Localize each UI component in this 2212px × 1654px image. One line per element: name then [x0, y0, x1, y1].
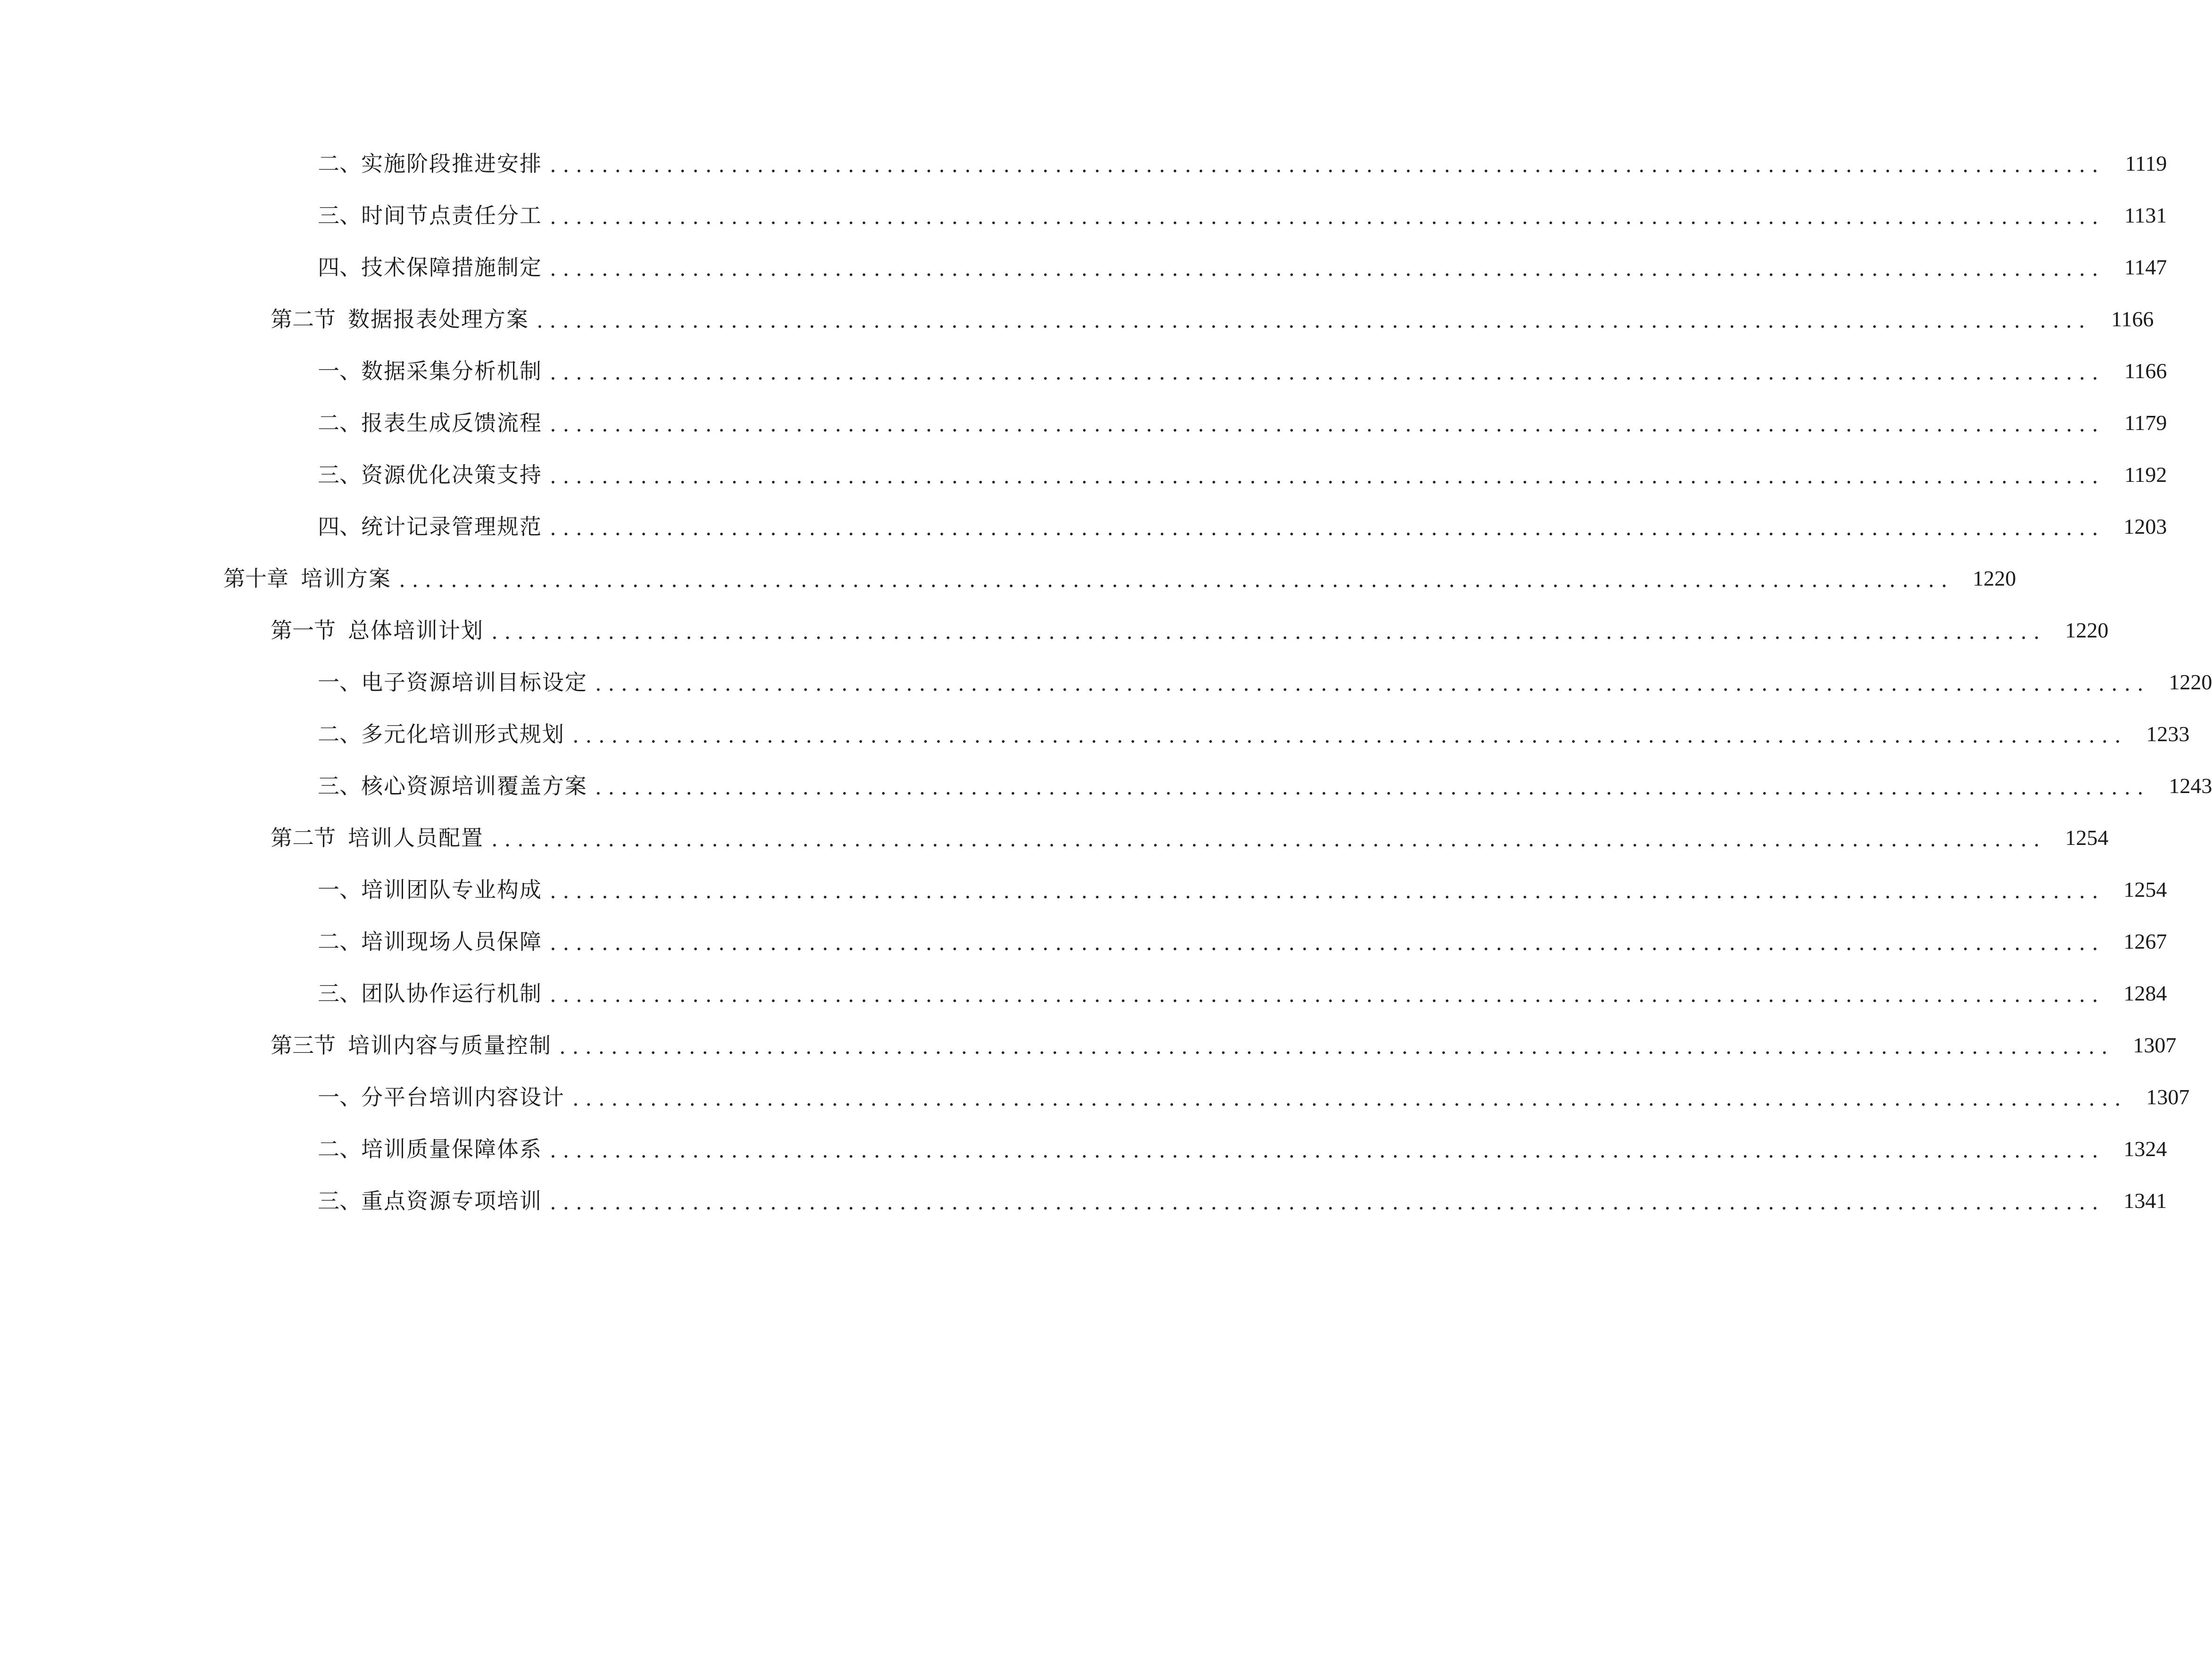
toc-entry-title: 培训现场人员保障	[361, 929, 542, 954]
dot-leader: ........................................................................................................................	[491, 827, 2047, 852]
toc-entry[interactable]	[0, 345, 2167, 397]
toc-entry-page: 1166	[2124, 359, 2167, 383]
toc-entry-number: 三、	[318, 203, 361, 228]
toc-entry[interactable]	[0, 916, 2167, 968]
toc-entry[interactable]	[0, 968, 2167, 1019]
toc-entry-title: 培训方案	[301, 566, 391, 591]
toc-entry-number: 三、	[318, 462, 361, 488]
toc-entry-number: 二、	[318, 929, 361, 954]
dot-leader: ........................................................................................................................	[550, 464, 2105, 488]
toc-entry-title: 总体培训计划	[348, 618, 484, 643]
toc-entry-page: 1220	[2169, 670, 2212, 694]
toc-entry[interactable]	[0, 397, 2167, 449]
toc-entry[interactable]	[0, 241, 2167, 293]
toc-entry-page: 1233	[2146, 722, 2190, 746]
toc-entry-page: 1307	[2146, 1085, 2190, 1109]
toc-entry[interactable]	[0, 864, 2167, 916]
toc-entry-page: 1192	[2124, 463, 2167, 487]
toc-entry-number: 第十章	[223, 566, 289, 591]
dot-leader: ........................................................................................................................	[550, 983, 2105, 1007]
toc-section-entry[interactable]	[0, 293, 2154, 345]
dot-leader: ........................................................................................................................	[559, 1035, 2114, 1059]
toc-entry-page: 1341	[2123, 1189, 2167, 1213]
toc-entry[interactable]	[0, 708, 2190, 760]
toc-entry-title: 电子资源培训目标设定	[361, 670, 587, 695]
toc-section-entry[interactable]	[0, 812, 2109, 864]
toc-entry-number: 三、	[318, 981, 361, 1006]
dot-leader: ........................................................................................................................	[550, 516, 2105, 540]
toc-entry-number: 一、	[318, 1084, 361, 1110]
dot-leader: ........................................................................................................................	[550, 205, 2105, 229]
toc-entry[interactable]	[0, 1175, 2167, 1227]
dot-leader: ........................................................................................................................	[536, 309, 2092, 333]
dot-leader: ........................................................................................................................	[550, 361, 2105, 385]
toc-entry[interactable]	[0, 760, 2212, 812]
dot-leader: ........................................................................................................................	[550, 153, 2105, 177]
toc-entry-number: 第一节	[271, 618, 336, 643]
toc-entry-page: 1220	[1973, 566, 2016, 590]
toc-chapter-entry[interactable]	[0, 553, 2016, 604]
toc-entry-number: 一、	[318, 670, 361, 695]
toc-entry-title: 技术保障措施制定	[361, 255, 542, 280]
toc-entry-page: 1324	[2123, 1137, 2167, 1161]
toc-section-entry[interactable]	[0, 604, 2109, 656]
toc-entry-page: 1220	[2065, 618, 2109, 642]
toc-entry-title: 资源优化决策支持	[361, 462, 542, 488]
dot-leader: ........................................................................................................................	[550, 931, 2105, 955]
dot-leader: ........................................................................................................................	[595, 672, 2150, 696]
dot-leader: ........................................................................................................................	[595, 776, 2150, 800]
toc-entry-page: 1166	[2111, 307, 2154, 331]
toc-entry-page: 1203	[2123, 514, 2167, 538]
table-of-contents	[0, 138, 2212, 1227]
toc-entry-page: 1119	[2125, 151, 2167, 175]
toc-entry[interactable]	[0, 656, 2212, 708]
toc-entry-number: 二、	[318, 151, 361, 176]
toc-entry-title: 重点资源专项培训	[361, 1188, 542, 1214]
dot-leader: ........................................................................................................................	[550, 1191, 2105, 1215]
toc-entry-number: 四、	[318, 255, 361, 280]
toc-entry-page: 1254	[2123, 877, 2167, 901]
toc-entry-title: 核心资源培训覆盖方案	[361, 773, 587, 799]
toc-entry[interactable]	[0, 1071, 2190, 1123]
toc-entry-title: 实施阶段推进安排	[361, 151, 542, 176]
dot-leader: ........................................................................................................................	[572, 1087, 2128, 1111]
toc-entry-title: 团队协作运行机制	[361, 981, 542, 1006]
toc-entry-title: 多元化培训形式规划	[361, 721, 565, 747]
toc-entry-page: 1254	[2065, 826, 2109, 850]
toc-entry-number: 第三节	[271, 1033, 336, 1058]
toc-entry-title: 培训人员配置	[348, 825, 484, 851]
toc-entry-number: 二、	[318, 1136, 361, 1162]
toc-entry-page: 1267	[2123, 929, 2167, 953]
toc-entry-title: 培训团队专业构成	[361, 877, 542, 902]
toc-entry[interactable]	[0, 190, 2167, 241]
toc-entry-number: 三、	[318, 1188, 361, 1214]
toc-entry-page: 1147	[2124, 255, 2167, 279]
toc-entry-number: 二、	[318, 410, 361, 436]
toc-entry-title: 培训内容与质量控制	[348, 1033, 552, 1058]
toc-entry-number: 第二节	[271, 306, 336, 332]
toc-entry-number: 一、	[318, 877, 361, 902]
dot-leader: ........................................................................................................................	[491, 620, 2047, 644]
toc-entry-page: 1243	[2169, 774, 2212, 798]
toc-entry-page: 1284	[2123, 981, 2167, 1005]
dot-leader: ........................................................................................................................	[550, 257, 2105, 281]
toc-entry-number: 第二节	[271, 825, 336, 851]
toc-entry-title: 统计记录管理规范	[361, 514, 542, 539]
dot-leader: ........................................................................................................................	[550, 879, 2105, 903]
toc-entry[interactable]	[0, 501, 2167, 553]
toc-entry-page: 1131	[2124, 203, 2167, 227]
toc-entry[interactable]	[0, 449, 2167, 501]
toc-entry-title: 培训质量保障体系	[361, 1136, 542, 1162]
toc-entry-number: 二、	[318, 721, 361, 747]
toc-entry[interactable]	[0, 1123, 2167, 1175]
toc-entry-number: 四、	[318, 514, 361, 539]
toc-entry-page: 1179	[2124, 411, 2167, 435]
toc-entry-title: 时间节点责任分工	[361, 203, 542, 228]
dot-leader: ........................................................................................................................	[550, 1139, 2105, 1163]
toc-section-entry[interactable]	[0, 1019, 2177, 1071]
toc-entry-title: 数据报表处理方案	[348, 306, 529, 332]
dot-leader: ........................................................................................................................	[572, 724, 2128, 748]
toc-entry-title: 分平台培训内容设计	[361, 1084, 565, 1110]
toc-entry[interactable]	[0, 138, 2167, 190]
toc-entry-title: 数据采集分析机制	[361, 358, 542, 384]
toc-entry-page: 1307	[2133, 1033, 2177, 1057]
toc-entry-number: 三、	[318, 773, 361, 799]
toc-entry-number: 一、	[318, 358, 361, 384]
toc-entry-title: 报表生成反馈流程	[361, 410, 542, 436]
dot-leader: ........................................................................................................................	[550, 413, 2105, 437]
dot-leader: ........................................................................................................................	[399, 568, 1954, 592]
